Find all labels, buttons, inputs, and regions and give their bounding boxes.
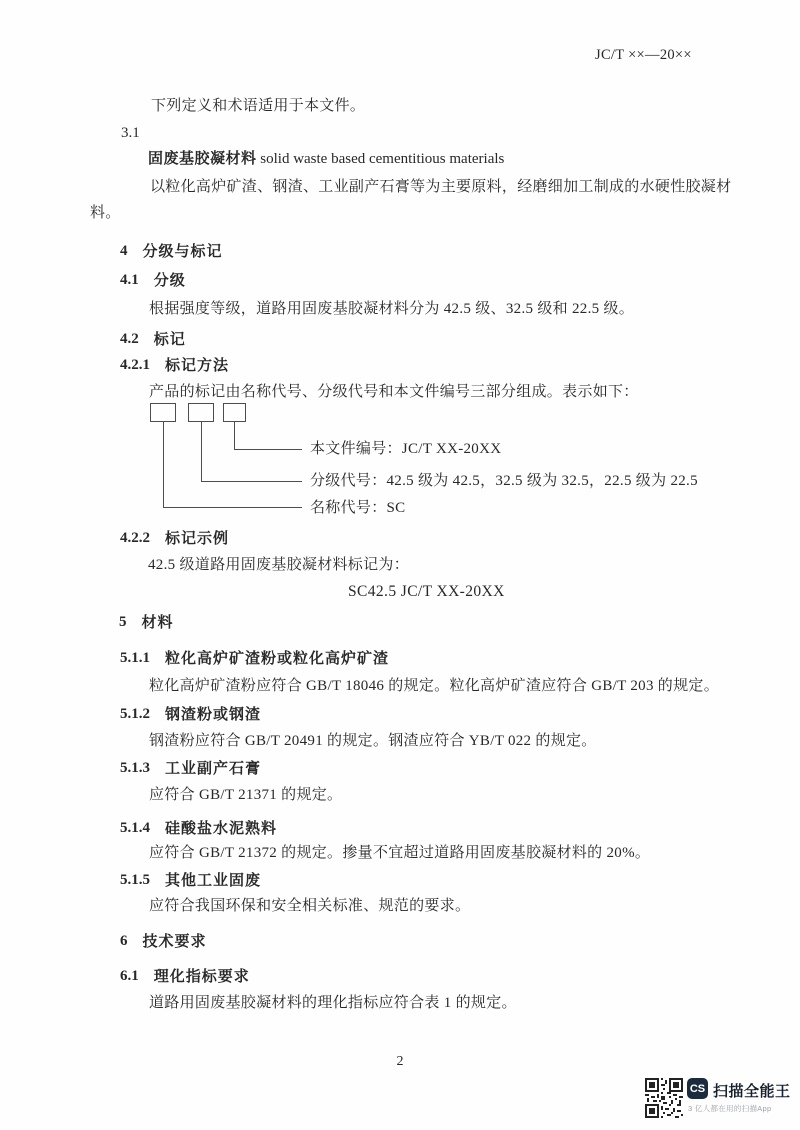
heading-number: 6 <box>120 933 128 949</box>
heading-5 <box>119 614 174 631</box>
term-english: solid waste based cementitious materials <box>256 151 505 167</box>
diagram-connector-line <box>234 422 235 449</box>
diagram-box-doc-number <box>223 403 246 422</box>
diagram-connector-line <box>201 481 302 482</box>
heading-title: 标记方法 <box>165 357 230 374</box>
heading-number: 5.1.4 <box>120 820 150 836</box>
heading-title: 钢渣粉或钢渣 <box>165 706 262 723</box>
heading-5-1-5 <box>120 872 261 889</box>
heading-title: 工业副产石膏 <box>165 760 262 777</box>
diagram-connector-line <box>234 449 302 450</box>
terms-intro: 下列定义和术语适用于本文件。 <box>151 98 366 114</box>
heading-title: 理化指标要求 <box>153 968 250 985</box>
diagram-box-name-code <box>150 403 176 422</box>
heading-6 <box>120 933 207 950</box>
paragraph-5-1-3: 应符合 GB/T 21371 的规定。 <box>149 787 343 803</box>
clause-3-1-number: 3.1 <box>121 125 140 141</box>
diagram-box-grade-code <box>188 403 214 422</box>
heading-number: 6.1 <box>120 968 139 984</box>
heading-4-2-1 <box>120 357 229 374</box>
heading-number: 5.1.5 <box>120 872 150 888</box>
heading-5-1-3 <box>120 760 261 777</box>
paragraph-5-1-4: 应符合 GB/T 21372 的规定。掺量不宜超过道路用固废基胶凝材料的 20%。 <box>149 845 651 861</box>
heading-5-1-1 <box>120 650 389 667</box>
paragraph-4-2-2: 42.5 级道路用固废基胶凝材料标记为： <box>148 557 410 573</box>
heading-title: 其他工业固废 <box>165 872 262 889</box>
heading-5-1-4 <box>120 820 277 837</box>
heading-number: 4.1 <box>120 272 139 288</box>
heading-number: 4.2.2 <box>120 530 150 546</box>
paragraph-4-1: 根据强度等级，道路用固废基胶凝材料分为 42.5 级、32.5 级和 22.5 级。 <box>149 301 635 317</box>
heading-number: 4.2.1 <box>120 357 150 373</box>
heading-title: 硅酸盐水泥熟料 <box>165 820 278 837</box>
page-number: 2 <box>396 1054 404 1069</box>
heading-number: 5.1.3 <box>120 760 150 776</box>
heading-4-1 <box>120 272 186 289</box>
header-reference: JC/T ××—20×× <box>595 47 692 63</box>
heading-6-1 <box>120 968 250 985</box>
diagram-label-name-code: 名称代号：SC <box>310 500 406 516</box>
diagram-label-grade-code: 分级代号：42.5 级为 42.5，32.5 级为 32.5，22.5 级为 22.5 <box>310 473 698 489</box>
heading-number: 5.1.1 <box>120 650 150 666</box>
term-entry <box>148 150 504 168</box>
watermark-tagline: 3 亿人都在用的扫描App <box>688 1104 772 1113</box>
heading-4 <box>120 243 223 260</box>
heading-number: 4.2 <box>120 331 139 347</box>
heading-title: 材料 <box>141 614 174 631</box>
heading-title: 粒化高炉矿渣粉或粒化高炉矿渣 <box>165 650 390 667</box>
paragraph-5-1-2: 钢渣粉应符合 GB/T 20491 的规定。钢渣应符合 YB/T 022 的规定。 <box>149 733 597 749</box>
heading-title: 分级 <box>153 272 186 289</box>
paragraph-5-1-1: 粒化高炉矿渣粉应符合 GB/T 18046 的规定。粒化高炉矿渣应符合 GB/T 203 的规定。 <box>149 678 719 694</box>
heading-5-1-2 <box>120 706 261 723</box>
paragraph-4-2-1: 产品的标记由名称代号、分级代号和本文件编号三部分组成。表示如下： <box>149 384 639 400</box>
paragraph-5-1-5: 应符合我国环保和安全相关标准、规范的要求。 <box>149 898 471 914</box>
camscanner-logo-icon: CS <box>687 1078 708 1099</box>
term-definition-line1: 以粒化高炉矿渣、钢渣、工业副产石膏等为主要原料，经磨细加工制成的水硬性胶凝材 <box>150 179 732 195</box>
heading-title: 标记 <box>153 331 186 348</box>
diagram-connector-line <box>163 507 302 508</box>
paragraph-6-1: 道路用固废基胶凝材料的理化指标应符合表 1 的规定。 <box>149 995 517 1011</box>
diagram-connector-line <box>163 422 164 507</box>
heading-number: 5.1.2 <box>120 706 150 722</box>
qr-code <box>645 1078 683 1118</box>
diagram-connector-line <box>201 422 202 481</box>
heading-title: 分级与标记 <box>142 243 223 260</box>
heading-4-2-2 <box>120 530 229 547</box>
heading-4-2 <box>120 331 186 348</box>
heading-title: 技术要求 <box>142 933 207 950</box>
term-chinese: 固废基胶凝材料 <box>148 150 257 167</box>
mark-example-text: SC42.5 JC/T XX-20XX <box>348 583 505 600</box>
watermark-app-name: 扫描全能王 <box>713 1083 791 1100</box>
heading-number: 4 <box>120 243 128 259</box>
diagram-label-doc-number: 本文件编号：JC/T XX-20XX <box>310 441 502 457</box>
heading-number: 5 <box>119 614 127 630</box>
heading-title: 标记示例 <box>165 530 230 547</box>
term-definition-line2: 料。 <box>90 205 121 221</box>
